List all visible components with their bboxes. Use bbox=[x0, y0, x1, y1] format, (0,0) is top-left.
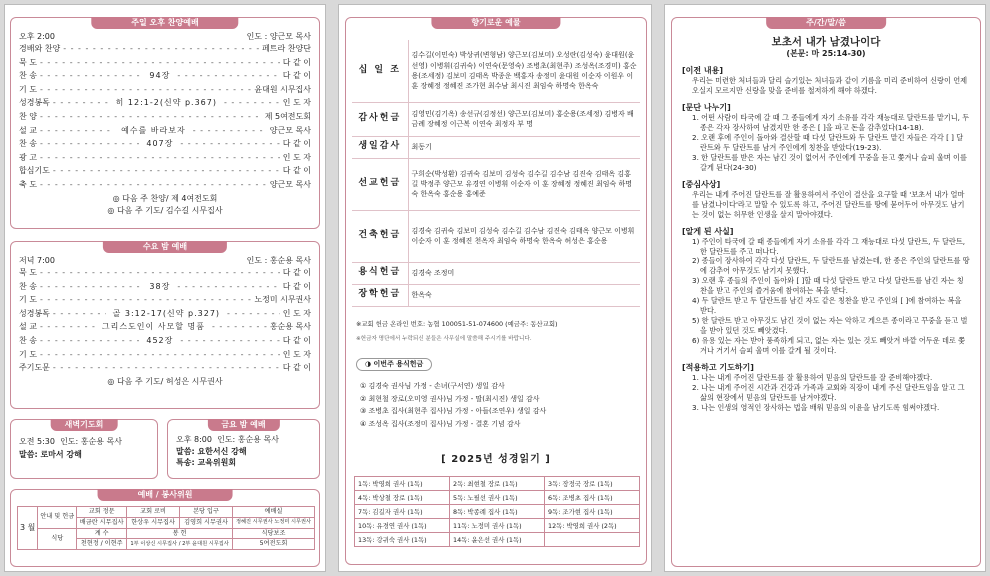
sunday-row-label: 광 고 bbox=[19, 152, 37, 162]
dawn-word: 말씀: 로마서 강해 bbox=[19, 449, 82, 459]
sunday-row-label: 성경봉독 bbox=[19, 98, 50, 108]
sunday-row-label: 기 도 bbox=[19, 84, 37, 94]
half-circle-icon: ◑ bbox=[365, 360, 372, 368]
wednesday-row-person: 다 같 이 bbox=[282, 268, 311, 277]
devotion-list-item: 5) 한 달란트 받고 아무것도 남긴 것이 없는 자는 악하고 게으른 종이라고 꾸중을 듣고 벌을 받아 있던 것도 빼앗겼다. bbox=[692, 316, 968, 335]
sunday-row bbox=[19, 166, 311, 180]
wednesday-row-label: 주기도문 bbox=[19, 363, 50, 373]
wednesday-row-person: 홍순용 목사 bbox=[269, 322, 311, 332]
section-paragraphs: [문단 나누기] bbox=[682, 103, 731, 113]
birthday-item: ④ 조성옥 집사(조정미 집사)님 가정 - 결혼 기념 감사 bbox=[360, 419, 521, 428]
sunday-row-detail: 407장 bbox=[146, 139, 174, 149]
bible-reading-title: [ 2025년 성경읽기 ] bbox=[441, 454, 551, 465]
wednesday-row-label: 묵 도 bbox=[19, 268, 37, 277]
wednesday-row-person: 인 도 자 bbox=[282, 349, 311, 359]
offering-category: 감사헌금 bbox=[352, 102, 408, 136]
wednesday-row-detail: 452장 bbox=[146, 335, 174, 345]
offering-names: 김경숙 조정미 bbox=[408, 262, 640, 284]
wednesday-row-label: 기 도 bbox=[19, 349, 37, 359]
service-month: 3 월 bbox=[18, 507, 38, 550]
sunday-row bbox=[19, 180, 311, 194]
devotion-list-item: 4) 두 달란트 받고 두 달란트를 남긴 자도 같은 칭찬을 받고 주인의 [ ]에 참여하는 복을 받다. bbox=[692, 296, 962, 316]
service-header-hall: 예배실 bbox=[232, 507, 314, 518]
sunday-row bbox=[19, 112, 311, 126]
leader-dots bbox=[180, 139, 279, 149]
sunday-row-label: 찬 송 bbox=[19, 71, 37, 81]
dawn-prayer-box bbox=[10, 419, 158, 479]
wednesday-row bbox=[19, 295, 311, 309]
birthday-item: ② 최현철 장로(오미영 권사)님 가정 - 딸(최시진) 생일 감사 bbox=[360, 394, 540, 403]
offering-category: 장학헌금 bbox=[352, 284, 408, 306]
leader-dots bbox=[40, 180, 267, 190]
service-cell-lobby: 한상우 시무집사 bbox=[127, 517, 180, 528]
leader-dots bbox=[180, 336, 279, 346]
dawn-time: 오전 5:30 bbox=[19, 437, 55, 446]
section-facts: [알게 된 사실] bbox=[682, 226, 734, 236]
offering-row bbox=[352, 136, 640, 158]
wednesday-row-label: 찬 송 bbox=[19, 335, 37, 345]
page-worship bbox=[4, 4, 326, 572]
offering-names: 한옥숙 bbox=[408, 284, 640, 306]
service-row2-label: 식당 bbox=[38, 528, 77, 550]
wednesday-row-label: 찬 송 bbox=[19, 281, 37, 291]
service-cell-gate: 배금란 시무집사 bbox=[77, 517, 127, 528]
bible-reader-cell: 9독: 조가현 집사 (1독) bbox=[545, 505, 640, 519]
bible-reader-cell: 10독: 유경연 권사 (1독) bbox=[355, 519, 450, 533]
wednesday-row bbox=[19, 350, 311, 364]
offering-names: 김영민(김기옥) 송선규(김정선) 양근모(김보미) 홍순용(조세정) 김병자 배금례 장혜정 이근복 이연숙 최정자 부 명 bbox=[408, 102, 640, 136]
sunday-row-person: 양근모 목사 bbox=[269, 179, 311, 189]
wednesday-row bbox=[19, 363, 311, 377]
section-central-text: 우리는 내게 주어진 달란트를 잘 활용하여서 주인이 결산을 요구할 때 '보초서 내가 얼마를 남겼나이다'라고 말할 수 있도록 하고, 주어진 달란트를 땅에 묻어두어 아무것도 남기는 것이 없는 허무한 인생을 살지 말아야겠다. bbox=[692, 189, 965, 219]
sunday-time: 오후 2:00 bbox=[19, 32, 55, 41]
offering-names: 김수길(이민숙) 박상귀(변형남) 양근모(김보미) 오성란(김성숙) 윤대원(윤선영) 이병휘(김귀숙) 이연숙(문영숙) 조병초(최현주) 조성옥(조경미) 홍순용(조세정) 김보미 김태옥 박종운 백홍자 송정미 윤대원 이순자 이원우 이 훈 장혜정 정혜진 조가현 최수남 최시진 최임숙 하명숙 한옥숙 bbox=[408, 40, 640, 102]
birthday-item: ① 김경숙 권사님 가정 - 손녀(구서연) 생일 감사 bbox=[360, 382, 505, 390]
bible-reader-cell: 2독: 최현철 장로 (1독) bbox=[450, 477, 545, 491]
wednesday-row-person: 다 같 이 bbox=[282, 281, 311, 291]
devotion-list-item: 2) 종들이 장사하여 각각 다섯 달란트, 두 달란트를 남겼는데, 한 종은 주인의 달란트를 땅에 감추어 아무것도 남기지 못했다. bbox=[692, 256, 970, 276]
bible-reader-cell: 4독: 박상철 장로 (1독) bbox=[355, 491, 450, 505]
birthday-item: ③ 조병초 집사(최현주 집사)님 가정 - 아들(조연우) 생일 감사 bbox=[360, 407, 547, 416]
devotion-list-item: 3. 나는 인생의 영적인 장사하는 법을 배워 믿음의 이윤을 남기도록 힘써야겠다. bbox=[692, 402, 940, 412]
leader-dots bbox=[224, 98, 280, 108]
leader-dots bbox=[40, 322, 95, 332]
offering-row bbox=[352, 262, 640, 284]
service-cell-kitchen: 5여전도회 bbox=[232, 539, 314, 550]
bible-reader-cell: 14독: 윤은선 권사 (1독) bbox=[450, 533, 545, 547]
sunday-row-person: 양근모 목사 bbox=[269, 125, 311, 135]
sunday-row-detail: 94장 bbox=[149, 71, 171, 81]
leader-dots bbox=[193, 126, 267, 136]
devotion-list-item: 3. 한 달란트를 받은 자는 남긴 것이 없어서 주인에게 꾸중을 듣고 쫓겨나 슬피 울며 이를 갈게 된다(24-30) bbox=[692, 152, 967, 172]
devotion-list-item: 2. 오랜 후에 주인이 돌아와 결산할 때 다섯 달란트와 두 달란트 맡긴 자들은 각각 [ ] 달란트와 두 달란트를 남겨 주인에게 칭찬을 받았다(19-23). bbox=[692, 132, 964, 152]
leader-dots bbox=[40, 126, 114, 136]
dawn-leader: 인도: 홍순용 목사 bbox=[60, 437, 122, 446]
leader-dots bbox=[40, 85, 251, 95]
leader-dots bbox=[53, 363, 280, 373]
sunday-row-person: 다 같 이 bbox=[282, 57, 311, 67]
wednesday-row-person: 다 같 이 bbox=[282, 363, 311, 373]
sunday-row bbox=[19, 71, 311, 85]
offering-names: 김경숙 김귀숙 김보미 김성숙 김수길 김수남 김진숙 김태옥 양근모 이병휘 이순자 이 훈 정혜진 천옥자 최임숙 하명숙 한옥숙 허성은 홍순용 bbox=[408, 210, 640, 262]
offering-category: 생일감사 bbox=[352, 136, 408, 158]
sunday-row-label: 합심기도 bbox=[19, 166, 50, 176]
sunday-row-label: 경배와 찬양 bbox=[19, 44, 61, 53]
service-volunteers-title: 예배 / 봉사위원 bbox=[98, 489, 233, 501]
service-cell-count: 천현정 / 이현주 bbox=[77, 539, 127, 550]
offering-category: 선교헌금 bbox=[352, 158, 408, 210]
service-header-entrance: 본당 입구 bbox=[180, 507, 233, 518]
devotion-title: 보초서 내가 남겼나이다 bbox=[771, 36, 881, 48]
leader-dots bbox=[53, 98, 109, 108]
service-header-count: 계 수 bbox=[77, 528, 127, 539]
leader-dots bbox=[212, 322, 267, 332]
wednesday-row bbox=[19, 309, 311, 323]
bible-reader-cell: 13독: 강귀숙 권사 (1독) bbox=[355, 533, 450, 547]
birthday-offering-label: 이번주 용식헌금 bbox=[373, 360, 424, 368]
wednesday-row-label: 기 도 bbox=[19, 295, 37, 305]
leader-dots bbox=[53, 166, 280, 176]
devotion-list-item: 1) 주인이 타국에 갈 때 종들에게 자기 소유를 각각 그 재능대로 다섯 달란트, 두 달란트, 한 달란트를 주고 떠나다. bbox=[692, 236, 966, 256]
wednesday-worship-title: 수요 밤 예배 bbox=[103, 241, 227, 253]
sunday-row bbox=[19, 98, 311, 112]
leader-dots bbox=[40, 71, 142, 81]
sunday-row-label: 찬 송 bbox=[19, 139, 37, 149]
offering-title: 향기로운 예물 bbox=[431, 17, 560, 29]
wednesday-row-label: 설 교 bbox=[19, 322, 37, 332]
service-header-offer: 봉 헌 bbox=[127, 528, 233, 539]
sunday-row-label: 축 도 bbox=[19, 179, 37, 189]
sunday-row-detail: 예수를 바라보자 bbox=[121, 125, 186, 135]
sunday-row-person: 페트라 찬양단 bbox=[262, 44, 311, 53]
offering-names: 최동기 bbox=[408, 136, 640, 158]
bible-reader-cell: 7독: 김길자 권사 (1독) bbox=[355, 505, 450, 519]
devotion-list-item: 6) 유용 있는 자는 받아 풍족하게 되고, 없는 자는 있는 것도 빼앗겨 바깥 어두운 데로 쫓겨나 거기서 슬피 울며 이를 갈게 될 것이다. bbox=[692, 335, 966, 355]
page-offering bbox=[338, 4, 652, 572]
wednesday-row-person: 노정미 시무권사 bbox=[254, 295, 311, 305]
section-apply: [적용하고 기도하기] bbox=[682, 362, 754, 372]
devotion-list-item: 2. 나는 내게 주어진 시간과 건강과 가족과 교회와 직장이 내게 주신 달란트임을 알고 그 삶의 현장에서 믿음의 달란트를 남겨야겠다. bbox=[692, 382, 965, 402]
sunday-row-person: 인 도 자 bbox=[282, 152, 311, 162]
account-info: ※교회 헌금 온라인 번호: 농협 100051-51-074600 (예금주: 동산교회) bbox=[356, 320, 558, 328]
account-note: ※헌금자 명단에서 누락되신 분들은 사무실에 말씀해 주시기를 바랍니다. bbox=[356, 336, 532, 342]
bible-reader-cell bbox=[545, 533, 640, 547]
wednesday-row bbox=[19, 336, 311, 350]
offering-row bbox=[352, 158, 640, 210]
sunday-row bbox=[19, 44, 311, 58]
bible-reader-cell: 5독: 노필선 권사 (1독) bbox=[450, 491, 545, 505]
sunday-row bbox=[19, 153, 311, 167]
wednesday-row bbox=[19, 322, 311, 336]
leader-dots bbox=[53, 309, 106, 319]
wednesday-row-detail: 골 3:12-17(신약 p.327) bbox=[112, 308, 221, 318]
sunday-note-2: ◎ 다음 주 기도/ 김수길 시무집사 bbox=[107, 205, 223, 215]
friday-worship-title: 금요 밤 예배 bbox=[207, 419, 279, 431]
bible-reader-cell: 8독: 박종례 집사 (1독) bbox=[450, 505, 545, 519]
wednesday-leader: 인도 : 홍순용 목사 bbox=[246, 256, 311, 265]
service-cell-entrance: 김영희 시무권사 bbox=[180, 517, 233, 528]
leader-dots bbox=[177, 71, 279, 81]
offering-row bbox=[352, 40, 640, 102]
leader-dots bbox=[227, 309, 280, 319]
leader-dots bbox=[40, 139, 139, 149]
devotion-ref: (본문: 마 25:14-30) bbox=[786, 49, 866, 59]
wednesday-row-person: 다 같 이 bbox=[282, 335, 311, 345]
offering-row bbox=[352, 102, 640, 136]
service-volunteers-box bbox=[10, 489, 320, 567]
leader-dots bbox=[40, 58, 280, 68]
sunday-row-person: 다 같 이 bbox=[282, 139, 311, 149]
leader-dots bbox=[40, 295, 251, 305]
bible-reader-cell: 6독: 조병초 집사 (1독) bbox=[545, 491, 640, 505]
devotion-list-item: 3) 오랜 후 종들의 주인이 돌아와 [ ]할 때 다섯 달란트 받고 다섯 달란트를 남긴 자는 칭찬을 받고 주인의 즐거움에 참여하는 복을 받다. bbox=[692, 276, 964, 296]
sunday-worship-box bbox=[10, 17, 320, 229]
sunday-row-label: 묵 도 bbox=[19, 57, 37, 67]
leader-dots bbox=[40, 112, 262, 122]
leader-dots bbox=[40, 350, 280, 360]
bible-reader-cell: 11독: 노정미 권사 (1독) bbox=[450, 519, 545, 533]
sunday-worship-title: 주일 오후 찬양예배 bbox=[91, 17, 238, 29]
sunday-note-1: ◎ 다음 주 찬양/ 제 4여전도회 bbox=[112, 193, 218, 203]
friday-worship-box bbox=[167, 419, 320, 479]
service-cell-offer: 1부 이상신 시무집사 / 2부 윤대원 시무집사 bbox=[127, 539, 233, 550]
wednesday-note: ◎ 다음 주 기도/ 허성은 시무권사 bbox=[107, 376, 223, 386]
section-previous: [이전 내용] bbox=[682, 66, 724, 76]
sunday-row-person: 다 같 이 bbox=[282, 71, 311, 81]
friday-word: 말씀: 요한서신 강해 bbox=[176, 446, 247, 456]
wednesday-row-detail: 38장 bbox=[149, 281, 171, 291]
service-cell-hall: 정혜진 시무권사 노정미 시무권사 bbox=[232, 517, 314, 528]
sunday-row-person: 인 도 자 bbox=[282, 98, 311, 108]
birthday-offering-title bbox=[356, 358, 432, 371]
offering-category: 용식헌금 bbox=[352, 262, 408, 284]
sunday-row-label: 설 교 bbox=[19, 125, 37, 135]
sunday-row bbox=[19, 139, 311, 153]
leader-dots bbox=[63, 44, 259, 54]
service-header-lobby: 교회 로비 bbox=[127, 507, 180, 518]
devotion-tab: 주/간/말/씀 bbox=[766, 17, 886, 29]
dawn-prayer-title: 새벽기도회 bbox=[51, 419, 118, 431]
wednesday-row bbox=[19, 282, 311, 296]
friday-leader: 인도: 홍순용 목사 bbox=[217, 435, 279, 444]
service-header-gate: 교회 정문 bbox=[77, 507, 127, 518]
section-central: [중심사상] bbox=[682, 179, 721, 189]
leader-dots bbox=[177, 282, 279, 292]
sunday-row-person: 제 5여전도회 bbox=[264, 111, 311, 121]
service-header-kitchen: 식당보조 bbox=[232, 528, 314, 539]
page-devotion bbox=[664, 4, 986, 572]
offering-box bbox=[345, 17, 647, 565]
wednesday-row-label: 성경봉독 bbox=[19, 308, 50, 318]
devotion-list-item: 1. 어떤 사람이 타국에 갈 때 그 종들에게 자기 소유를 각각 재능대로 달란트를 맡기니, 두 종은 각자 장사하여 남겼지만 한 종은 [ ]을 파고 돈을 감추었다(14-18). bbox=[692, 113, 970, 132]
sunday-row bbox=[19, 85, 311, 99]
wednesday-worship-box bbox=[10, 241, 320, 409]
offering-category: 건축헌금 bbox=[352, 210, 408, 262]
sunday-row-detail: 히 12:1-2(신약 p.367) bbox=[115, 98, 217, 108]
bible-reader-cell: 3독: 장정국 장로 (1독) bbox=[545, 477, 640, 491]
devotion-box bbox=[671, 17, 981, 567]
leader-dots bbox=[40, 268, 280, 278]
sunday-row-person: 윤대원 시무집사 bbox=[254, 84, 311, 94]
wednesday-row-person: 인 도 자 bbox=[282, 308, 311, 318]
sunday-row-label: 찬 양 bbox=[19, 111, 37, 121]
devotion-list-item: 1. 나는 내게 주어진 달란트를 잘 활용하여 믿음의 달란트를 잘 준비해야겠다. bbox=[692, 372, 933, 382]
wednesday-time: 저녁 7:00 bbox=[19, 256, 55, 265]
leader-dots bbox=[40, 282, 142, 292]
offering-names: 구희순(박성환) 김귀숙 김보미 김성숙 김수길 김수남 김진숙 김태옥 김홍길 박정주 양근모 유경연 이병휘 이순자 이 훈 장혜정 정혜진 최임숙 하명숙 한옥숙 홍순용 홍예준 bbox=[408, 158, 640, 210]
offering-row bbox=[352, 210, 640, 262]
sunday-row bbox=[19, 126, 311, 140]
sunday-leader: 인도 : 양근모 목사 bbox=[246, 32, 311, 41]
sunday-row-person: 다 같 이 bbox=[282, 166, 311, 176]
sunday-row bbox=[19, 58, 311, 72]
wednesday-row bbox=[19, 268, 311, 282]
friday-special: 특송: 교육위원회 bbox=[176, 458, 237, 468]
offering-category: 십 일 조 bbox=[352, 40, 408, 102]
friday-time: 오후 8:00 bbox=[176, 435, 212, 444]
leader-dots bbox=[40, 153, 280, 163]
offering-row bbox=[352, 284, 640, 306]
section-previous-text: 우리는 미련한 처녀들과 달리 슬기있는 처녀들과 같이 기름을 미리 준비하여 신랑이 언제 오실지 모르지만 신랑을 맞을 준비를 철저하게 해야 하겠다. bbox=[692, 76, 968, 96]
bible-reader-cell: 1독: 박영희 권사 (1독) bbox=[355, 477, 450, 491]
wednesday-row-detail: 그리스도인이 사모할 명품 bbox=[101, 322, 205, 332]
service-row1-label: 안내 및 헌금 bbox=[38, 507, 77, 529]
leader-dots bbox=[40, 336, 139, 346]
bible-reader-cell: 12독: 박영희 권사 (2독) bbox=[545, 519, 640, 533]
